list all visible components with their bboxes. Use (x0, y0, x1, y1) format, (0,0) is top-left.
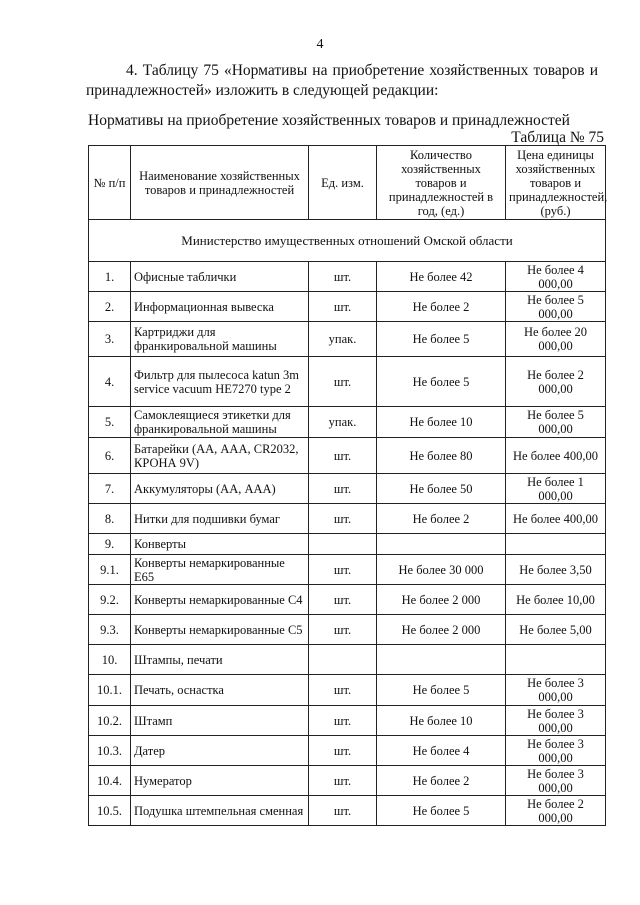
row-number: 3. (89, 322, 131, 357)
row-number: 6. (89, 438, 131, 474)
row-price: Не более 2 000,00 (506, 357, 606, 407)
table-row (89, 645, 606, 675)
col-header-unit: Ед. изм. (309, 146, 377, 220)
row-number: 10.2. (89, 706, 131, 736)
table-row (89, 706, 606, 736)
row-quantity: Не более 2 (377, 504, 506, 534)
row-quantity: Не более 2 000 (377, 585, 506, 615)
row-name: Фильтр для пылесоса katun 3m service vacuum HE7270 type 2 (131, 357, 309, 407)
row-unit: шт. (309, 675, 377, 706)
row-number: 10.4. (89, 766, 131, 796)
row-quantity: Не более 5 (377, 796, 506, 826)
row-quantity (377, 534, 506, 555)
row-number: 2. (89, 292, 131, 322)
row-price: Не более 3 000,00 (506, 706, 606, 736)
row-price: Не более 4 000,00 (506, 262, 606, 292)
row-name: Аккумуляторы (АА, ААА) (131, 474, 309, 504)
table-row (89, 292, 606, 322)
row-quantity: Не более 42 (377, 262, 506, 292)
row-number: 10.1. (89, 675, 131, 706)
row-unit: шт. (309, 357, 377, 407)
row-name: Нумератор (131, 766, 309, 796)
table-row (89, 675, 606, 706)
row-quantity: Не более 2 (377, 766, 506, 796)
row-quantity: Не более 10 (377, 407, 506, 438)
row-price: Не более 3 000,00 (506, 766, 606, 796)
row-name: Датер (131, 736, 309, 766)
row-unit: шт. (309, 615, 377, 645)
row-price (506, 534, 606, 555)
row-quantity: Не более 2 (377, 292, 506, 322)
table-row (89, 585, 606, 615)
table-label: Таблица № 75 (511, 129, 604, 146)
row-unit: шт. (309, 504, 377, 534)
row-quantity: Не более 30 000 (377, 555, 506, 585)
row-quantity: Не более 10 (377, 706, 506, 736)
row-price: Не более 3 000,00 (506, 675, 606, 706)
page-number: 4 (316, 37, 324, 52)
row-name: Конверты немаркированные С4 (131, 585, 309, 615)
row-name: Штамп (131, 706, 309, 736)
row-price: Не более 2 000,00 (506, 796, 606, 826)
row-unit: шт. (309, 766, 377, 796)
table-row (89, 555, 606, 585)
ministry-name: Министерство имущественных отношений Омской области (89, 220, 606, 262)
row-number: 4. (89, 357, 131, 407)
row-name: Печать, оснастка (131, 675, 309, 706)
row-number: 9.3. (89, 615, 131, 645)
table-row (89, 504, 606, 534)
table-row (89, 796, 606, 826)
row-price: Не более 5 000,00 (506, 292, 606, 322)
row-name: Конверты (131, 534, 309, 555)
row-name: Информационная вывеска (131, 292, 309, 322)
row-number: 8. (89, 504, 131, 534)
col-header-number: № п/п (89, 146, 131, 220)
table-row (89, 262, 606, 292)
row-name: Батарейки (АА, ААА, CR2032, КРОНА 9V) (131, 438, 309, 474)
row-number: 1. (89, 262, 131, 292)
row-unit: шт. (309, 438, 377, 474)
table-row (89, 766, 606, 796)
row-quantity (377, 645, 506, 675)
row-unit: шт. (309, 706, 377, 736)
table-row (89, 357, 606, 407)
row-unit: шт. (309, 555, 377, 585)
row-unit (309, 645, 377, 675)
row-unit: шт. (309, 736, 377, 766)
row-number: 10. (89, 645, 131, 675)
row-unit: шт. (309, 262, 377, 292)
intro-paragraph: 4. Таблицу 75 «Нормативы на приобретение хозяйственных товаров и принадлежностей» изложить в следующей редакции: (86, 62, 598, 99)
row-price: Не более 3 000,00 (506, 736, 606, 766)
row-name: Нитки для подшивки бумаг (131, 504, 309, 534)
row-price: Не более 5,00 (506, 615, 606, 645)
col-header-price: Цена единицы хозяйственных товаров и принадлежностей, (руб.) (506, 146, 606, 220)
row-name: Подушка штемпельная сменная (131, 796, 309, 826)
table-row (89, 407, 606, 438)
table-row (89, 438, 606, 474)
row-name: Конверты немаркированные С5 (131, 615, 309, 645)
table-row (89, 322, 606, 357)
row-price: Не более 400,00 (506, 438, 606, 474)
row-number: 7. (89, 474, 131, 504)
row-unit: шт. (309, 585, 377, 615)
row-unit: упак. (309, 407, 377, 438)
row-name: Офисные таблички (131, 262, 309, 292)
row-number: 9.2. (89, 585, 131, 615)
row-unit (309, 534, 377, 555)
norms-table (88, 145, 606, 826)
row-price: Не более 5 000,00 (506, 407, 606, 438)
row-price: Не более 3,50 (506, 555, 606, 585)
table-header-row (89, 146, 606, 220)
col-header-quantity: Количество хозяйственных товаров и принадлежностей в год, (ед.) (377, 146, 506, 220)
row-quantity: Не более 4 (377, 736, 506, 766)
row-quantity: Не более 5 (377, 322, 506, 357)
col-header-name: Наименование хозяйственных товаров и принадлежностей (131, 146, 309, 220)
row-unit: шт. (309, 796, 377, 826)
row-name: Картриджи для франкировальной машины (131, 322, 309, 357)
row-number: 9. (89, 534, 131, 555)
row-unit: шт. (309, 474, 377, 504)
row-quantity: Не более 2 000 (377, 615, 506, 645)
row-price: Не более 10,00 (506, 585, 606, 615)
row-price: Не более 1 000,00 (506, 474, 606, 504)
table-row (89, 615, 606, 645)
row-quantity: Не более 5 (377, 675, 506, 706)
row-price (506, 645, 606, 675)
row-number: 5. (89, 407, 131, 438)
row-unit: шт. (309, 292, 377, 322)
row-price: Не более 20 000,00 (506, 322, 606, 357)
row-name: Самоклеящиеся этикетки для франкировальной машины (131, 407, 309, 438)
row-quantity: Не более 5 (377, 357, 506, 407)
ministry-row (89, 220, 606, 262)
row-unit: упак. (309, 322, 377, 357)
table-row (89, 534, 606, 555)
table-row (89, 736, 606, 766)
row-number: 10.3. (89, 736, 131, 766)
table-heading: Нормативы на приобретение хозяйственных товаров и принадлежностей (88, 112, 570, 129)
row-number: 9.1. (89, 555, 131, 585)
row-name: Штампы, печати (131, 645, 309, 675)
row-number: 10.5. (89, 796, 131, 826)
row-quantity: Не более 80 (377, 438, 506, 474)
row-price: Не более 400,00 (506, 504, 606, 534)
row-quantity: Не более 50 (377, 474, 506, 504)
table-row (89, 474, 606, 504)
row-name: Конверты немаркированные Е65 (131, 555, 309, 585)
